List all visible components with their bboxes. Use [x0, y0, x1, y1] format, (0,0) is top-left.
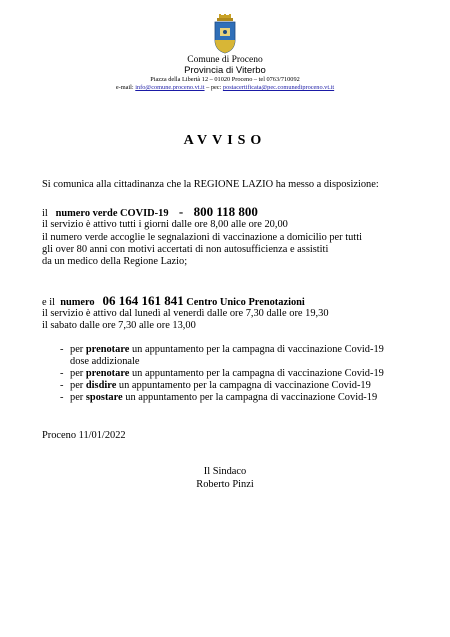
bullet-mark: -: [60, 344, 64, 355]
email-label: e-mail:: [115, 84, 134, 91]
verde-detail-line: da un medico della Regione Lazio;: [42, 256, 188, 267]
cup-prefix: e il: [42, 297, 55, 308]
bullet-mark: -: [60, 380, 64, 391]
per-word: per: [70, 368, 84, 379]
verde-prefix: il: [42, 208, 48, 219]
cup-line: [42, 294, 305, 308]
municipal-crest-icon: [212, 14, 238, 54]
bullet-mark: -: [60, 368, 64, 379]
per-word: per: [70, 344, 84, 355]
date-place: Proceno 11/01/2022: [42, 430, 126, 441]
pec-link[interactable]: postacertificata@pec.comunediproceno.vt.it: [222, 84, 335, 91]
list-item: [70, 393, 377, 403]
verde-dash: -: [178, 204, 184, 219]
verde-detail-line: il servizio è attivo tutti i giorni dalle ore 8,00 alle ore 20,00: [42, 219, 288, 230]
pec-label: – pec:: [206, 84, 222, 91]
cup-number: 06 164 161 841: [102, 293, 184, 308]
cup-name: Centro Unico Prenotazioni: [186, 297, 305, 308]
verde-label: numero verde COVID-19: [55, 208, 169, 219]
contact-line: [0, 84, 450, 91]
list-item: [70, 345, 384, 355]
cup-label: numero: [60, 297, 95, 308]
item-text: un appuntamento per la campagna di vaccinazione Covid-19: [116, 380, 371, 391]
bullet-mark: -: [60, 392, 64, 403]
provincia-name: Provincia di Viterbo: [184, 65, 266, 76]
numero-verde-line: [42, 205, 258, 219]
intro-text: Si comunica alla cittadinanza che la REGIONE LAZIO ha messo a disposizione:: [42, 179, 379, 190]
email-link[interactable]: info@comune.proceno.vt.it: [135, 84, 205, 91]
action-verb: spostare: [85, 392, 123, 403]
page-title: AVVISO: [183, 133, 267, 148]
per-word: per: [70, 380, 84, 391]
comune-name: Comune di Proceno: [187, 55, 263, 65]
item-text: un appuntamento per la campagna di vaccinazione Covid-19: [122, 392, 378, 403]
action-verb: disdire: [85, 380, 117, 391]
action-verb: prenotare: [85, 368, 130, 379]
per-word: per: [70, 392, 84, 403]
item-text: un appuntamento per la campagna di vaccinazione Covid-19: [129, 368, 384, 379]
list-item: dose addizionale: [70, 356, 140, 367]
verde-detail-line: gli over 80 anni con motivi accertati di non autosufficienza e assistiti: [42, 244, 329, 255]
cup-detail-line: il servizio è attivo dal lunedì al venerdì dalle ore 7,30 dalle ore 19,30: [42, 308, 329, 319]
address-line: Piazza della Libertà 12 – 01020 Proceno – tel 0763/710092: [150, 76, 300, 83]
signature-role: Il Sindaco: [203, 466, 247, 477]
signature-name: Roberto Pinzi: [196, 479, 254, 490]
list-item: [70, 369, 384, 379]
verde-detail-line: il numero verde accoglie le segnalazioni di vaccinazione a domicilio per tutti: [42, 232, 362, 243]
cup-detail-line: il sabato dalle ore 7,30 alle ore 13,00: [42, 320, 196, 331]
verde-number: 800 118 800: [193, 204, 258, 219]
item-text: un appuntamento per la campagna di vaccinazione Covid-19: [129, 344, 384, 355]
action-verb: prenotare: [85, 344, 130, 355]
list-item: [70, 381, 371, 391]
